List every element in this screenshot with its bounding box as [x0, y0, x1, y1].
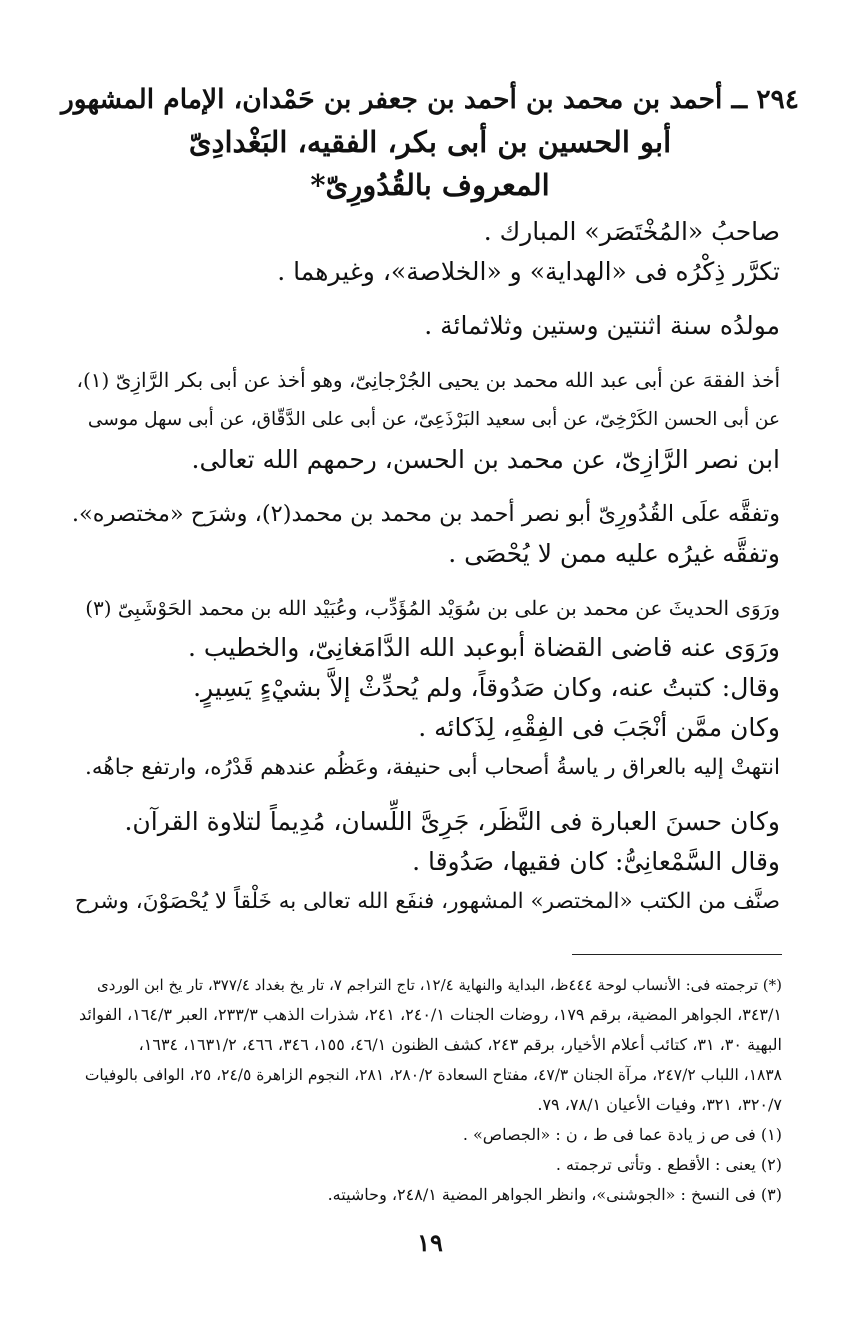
footnote-1: (١) فى ص ز يادة عما فى ط ، ن : «الجصاص» . — [462, 1125, 782, 1144]
footnote-line: ١٨٣٨، اللباب ٢٤٧/٢، مرآة الجنان ٤٧/٣، مفتاح السعادة ٢٨٠/٢، ٢٨١، النجوم الزاهرة ٢٤/٥، ٢٥، الوافى بالوفيات — [84, 1066, 782, 1084]
body-line: وتفقَّه غيرُه عليه ممن لا يُحْصَى . — [448, 539, 780, 568]
body-line: صنَّف من الكتب «المختصر» المشهور، فنفَع الله تعالى به خَلْقاً لا يُحْصَوْنَ، وشرح — [74, 889, 780, 914]
body-line: انتهتْ إليه بالعراق ر ياسةُ أصحاب أبى حنيفة، وعَظُم عندهم قَدْرُه، وارتفع جاهُه. — [85, 755, 780, 780]
body-line: تكرَّر ذِكْرُه فى «الهداية» و «الخلاصة»، وغيرهما . — [277, 257, 780, 286]
body-line: ابن نصر الرَّازِىّ، عن محمد بن الحسن، رحمهم الله تعالى. — [191, 445, 780, 474]
heading-line: المعروف بالقُدُورِىّ* — [310, 168, 550, 202]
body-line: مولدُه سنة اثنتين وستين وثلاثمائة . — [424, 311, 780, 340]
footnote-3: (٣) فى النسخ : «الجوشنى»، وانظر الجواهر المضية ٢٤٨/١، وحاشيته. — [327, 1185, 782, 1204]
page-number: ١٩ — [417, 1228, 443, 1257]
body-line: ورَوَى عنه قاضى القضاة أبوعبد الله الدَّامَغانِىّ، والخطيب . — [188, 633, 780, 662]
body-line: ورَوَى الحديثَ عن محمد بن على بن سُوَيْد المُؤَدِّب، وعُبَيْد الله بن محمد الحَوْشَبِىّ (٣) — [85, 596, 780, 620]
body-line: وتفقَّه علَى القُدُورِىّ أبو نصر أحمد بن محمد بن محمد(٢)، وشرَح «مختصره». — [71, 501, 780, 527]
body-line: وقال: كتبتُ عنه، وكان صَدُوقاً، ولم يُحدِّثْ إلاَّ بشيْءٍ يَسِيرٍ. — [193, 673, 780, 702]
footnote-line: ٣٤٣/١، الجواهر المضية، برقم ١٧٩، روضات الجنات ٢٤٠/١، ٢٤١، شذرات الذهب ٢٣٣/٣، العبر ١٦٤/٣، الفوائد — [78, 1005, 782, 1024]
heading-line: أبو الحسين بن أبى بكر، الفقيه، البَغْدادِىّ — [188, 125, 672, 159]
body-line: أخذ الفقهَ عن أبى عبد الله محمد بن يحيى الجُرْجانِىّ، وهو أخذ عن أبى بكر الرَّازِىّ (١)، — [76, 368, 780, 392]
footnote-2: (٢) يعنى : الأقطع . وتأتى ترجمته . — [555, 1155, 782, 1174]
footnote-line: البهية ٣٠، ٣١، كتائب أعلام الأخيار، برقم ٢٤٣، كشف الظنون ٤٦/١، ١٥٥، ٣٤٦، ٤٦٦، ١٦٣١/٢، ١٦٣٤، — [138, 1035, 782, 1054]
footnote-line: ٣٢٠/٧، ٣٢١، وفيات الأعيان ٧٨/١، ٧٩. — [537, 1095, 782, 1114]
body-line: عن أبى الحسن الكَرْخِىّ، عن أبى سعيد البَرْذَعِىّ، عن أبى على الدَّقّاق، عن أبى سهل موسى — [87, 409, 780, 430]
body-line: وكان ممَّن أنْجَبَ فى الفِقْهِ، لِذَكائه . — [418, 713, 780, 742]
footnotes — [78, 970, 782, 1210]
body-line: وقال السَّمْعانِىُّ: كان فقيها، صَدُوقا . — [412, 847, 780, 876]
body-line: وكان حسنَ العبارة فى النَّظَر، جَرِىَّ اللِّسان، مُدِيماً لتلاوة القرآن. — [124, 807, 780, 836]
heading-line: ٢٩٤ ــ أحمد بن محمد بن أحمد بن جعفر بن حَمْدان، الإمام المشهور — [60, 84, 800, 115]
footnote-divider — [572, 954, 782, 955]
entry-body — [72, 212, 780, 922]
body-line: صاحبُ «المُخْتَصَر» المبارك . — [483, 217, 780, 246]
entry-heading — [60, 78, 800, 207]
footnote-line: (*) ترجمته فى: الأنساب لوحة ٤٤٤ظ، البداية والنهاية ١٢/٤، تاج التراجم ٧، تار يخ بغداد ٣٧٧/٤، تار يخ ابن الوردى — [97, 976, 782, 994]
